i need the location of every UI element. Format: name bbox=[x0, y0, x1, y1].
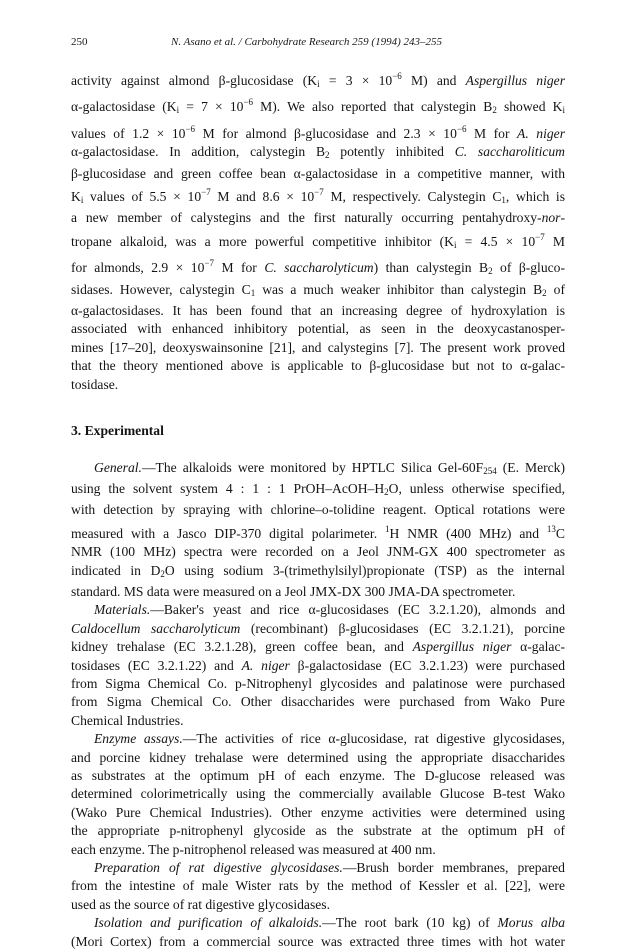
text-line: Isolation and purification of alkaloids.—The root bark (10 kg) of Morus alba bbox=[94, 915, 565, 931]
general-paragraph bbox=[71, 459, 565, 602]
body-text bbox=[71, 67, 565, 951]
text-line: α-galactosidase ($K_i = 7 \times 10^{-6}$ M). We also reported that calystegin $B_2$ showed $K_i$ bbox=[71, 97, 565, 116]
text-line: from Sigma Chemical Co. Other disaccharides were purchased from Wako Pure bbox=[71, 694, 565, 710]
text-line: $K_i$ values of $5.5 \times 10^{-7}$ M and $8.6 \times 10^{-7}$ M, respectively. Calystegin $C_1$, which is bbox=[71, 187, 566, 206]
text-line: tosidases (EC 3.2.1.22) and A. niger β-galactosidase (EC 3.2.1.23) were purchased bbox=[71, 657, 566, 673]
text-line: indicated in $D_2O$ using sodium 3-(trimethylsilyl)propionate (TSP) as the internal bbox=[71, 562, 565, 579]
text-line: (Mori Cortex) from a commercial source was extracted three times with hot water bbox=[71, 933, 565, 949]
text-line: the appropriate p-nitrophenyl glycoside as the substrate at the optimum pH of bbox=[71, 823, 565, 839]
text-line: α-galactosidases. It has been found that an increasing degree of hydroxylation is bbox=[71, 303, 565, 319]
text-line: Caldocellum saccharolyticum (recombinant) β-glucosidases (EC 3.2.1.21), porcine bbox=[71, 620, 565, 636]
paragraph-label: Preparation of rat digestive glycosidases. bbox=[94, 860, 343, 876]
text-line: activity against almond β-glucosidase ($K_i = 3 \times 10^{-6}$ M) and Aspergillus niger bbox=[71, 71, 565, 89]
text-line: that the theory mentioned above is applicable to β-glucosidase but not to α-galac- bbox=[71, 358, 565, 374]
text-line: Chemical Industries. bbox=[71, 712, 184, 728]
text-line: using the solvent system 4 : 1 : 1 PrOH–$AcOH-H_2O$, unless otherwise specified, bbox=[71, 480, 565, 497]
text-line: standard. MS data were measured on a Jeol JMX-DX 300 JMA-DA spectrometer. bbox=[71, 583, 516, 599]
text-line: from Sigma Chemical Co. p-Nitrophenyl glycosides and palatinose were purchased bbox=[71, 675, 565, 691]
text-line: for almonds, $2.9 \times 10^{-7}$ M for C. saccharolyticum) than calystegin $B_2$ of β-gluco- bbox=[71, 258, 565, 277]
paragraph-label: Enzyme assays. bbox=[94, 731, 183, 747]
text-line: Enzyme assays.—The activities of rice α-glucosidase, rat digestive glycosidases, bbox=[94, 731, 565, 747]
text-line: a new member of calystegins and the first naturally occurring pentahydroxy-nor- bbox=[71, 210, 565, 226]
text-line: from the intestine of male Wister rats by the method of Kessler et al. [22], were bbox=[71, 878, 565, 894]
text-line: measured with a Jasco DIP-370 digital polarimeter. $^1$H NMR (400 MHz) and $^{13}$C bbox=[71, 523, 565, 541]
text-line: as substrates at the optimum pH of each enzyme. The D-glucose released was bbox=[71, 768, 565, 783]
text-line: General.—The alkaloids were monitored by HPTLC Silica Gel-$60F_{254}$ (E. Merck) bbox=[94, 459, 566, 476]
running-head: N. Asano et al. / Carbohydrate Research 259 (1994) 243–255 bbox=[171, 36, 443, 48]
text-line: associated with enhanced inhibitory potential, as seen in the deoxycastanosper- bbox=[71, 321, 565, 337]
text-line: tropane alkaloid, was a more powerful competitive inhibitor ($K_i = 4.5 \times 10^{-7}$ M bbox=[71, 231, 565, 250]
text-line: determined colorimetrically using the commercially available Glucose B-test Wako bbox=[71, 786, 565, 802]
text-line: each enzyme. The p-nitrophenol released was measured at 400 nm. bbox=[71, 841, 436, 857]
text-line: mines [17–20], deoxyswainsonine [21], and calystegins [7]. The present work proved bbox=[71, 339, 565, 355]
isolation-paragraph bbox=[71, 914, 565, 951]
text-line: with detection by spraying with chlorine–o-tolidine reagent. Optical rotations were bbox=[71, 502, 565, 518]
text-line: tosidase. bbox=[71, 376, 119, 392]
page-number: 250 bbox=[71, 36, 88, 48]
paragraph-label: Materials. bbox=[94, 602, 151, 618]
paragraph-label: Isolation and purification of alkaloids. bbox=[94, 915, 323, 931]
preparation-paragraph bbox=[71, 859, 565, 914]
text-line: β-glucosidase and green coffee bean α-galactosidase in a competitive manner, with bbox=[71, 165, 565, 181]
paragraph-label: General. bbox=[94, 459, 142, 475]
enzyme-paragraph bbox=[71, 730, 565, 859]
text-line: and porcine kidney trehalase were determined using the appropriate disaccharides bbox=[71, 749, 565, 765]
text-line: used as the source of rat digestive glycosidases. bbox=[71, 896, 330, 912]
text-line: (Wako Pure Chemical Industries). Other enzyme activities were determined using bbox=[71, 804, 565, 820]
text-line: Materials.—Baker's yeast and rice α-glucosidases (EC 3.2.1.20), almonds and bbox=[94, 602, 565, 618]
section-heading: 3. Experimental bbox=[71, 423, 164, 439]
page-header bbox=[71, 36, 571, 52]
text-line: sidases. However, calystegin $C_1$ was a much weaker inhibitor than calystegin $B_2$ of bbox=[71, 281, 565, 298]
text-line: NMR (100 MHz) spectra were recorded on a Jeol JNM-GX 400 spectrometer as bbox=[71, 544, 565, 560]
text-line: α-galactosidase. In addition, calystegin $B_2$ potently inhibited C. saccharoliticum bbox=[71, 144, 565, 161]
text-line: values of $1.2 \times 10^{-6}$ M for almond β-glucosidase and $2.3 \times 10^{-6}$ M for A. niger bbox=[71, 123, 565, 141]
text-line: kidney trehalase (EC 3.2.1.28), green coffee bean, and Aspergillus niger α-galac- bbox=[71, 639, 566, 655]
text-line: Preparation of rat digestive glycosidases.—Brush border membranes, prepared bbox=[94, 860, 565, 876]
materials-paragraph bbox=[71, 601, 565, 730]
intro-paragraph bbox=[71, 67, 565, 394]
